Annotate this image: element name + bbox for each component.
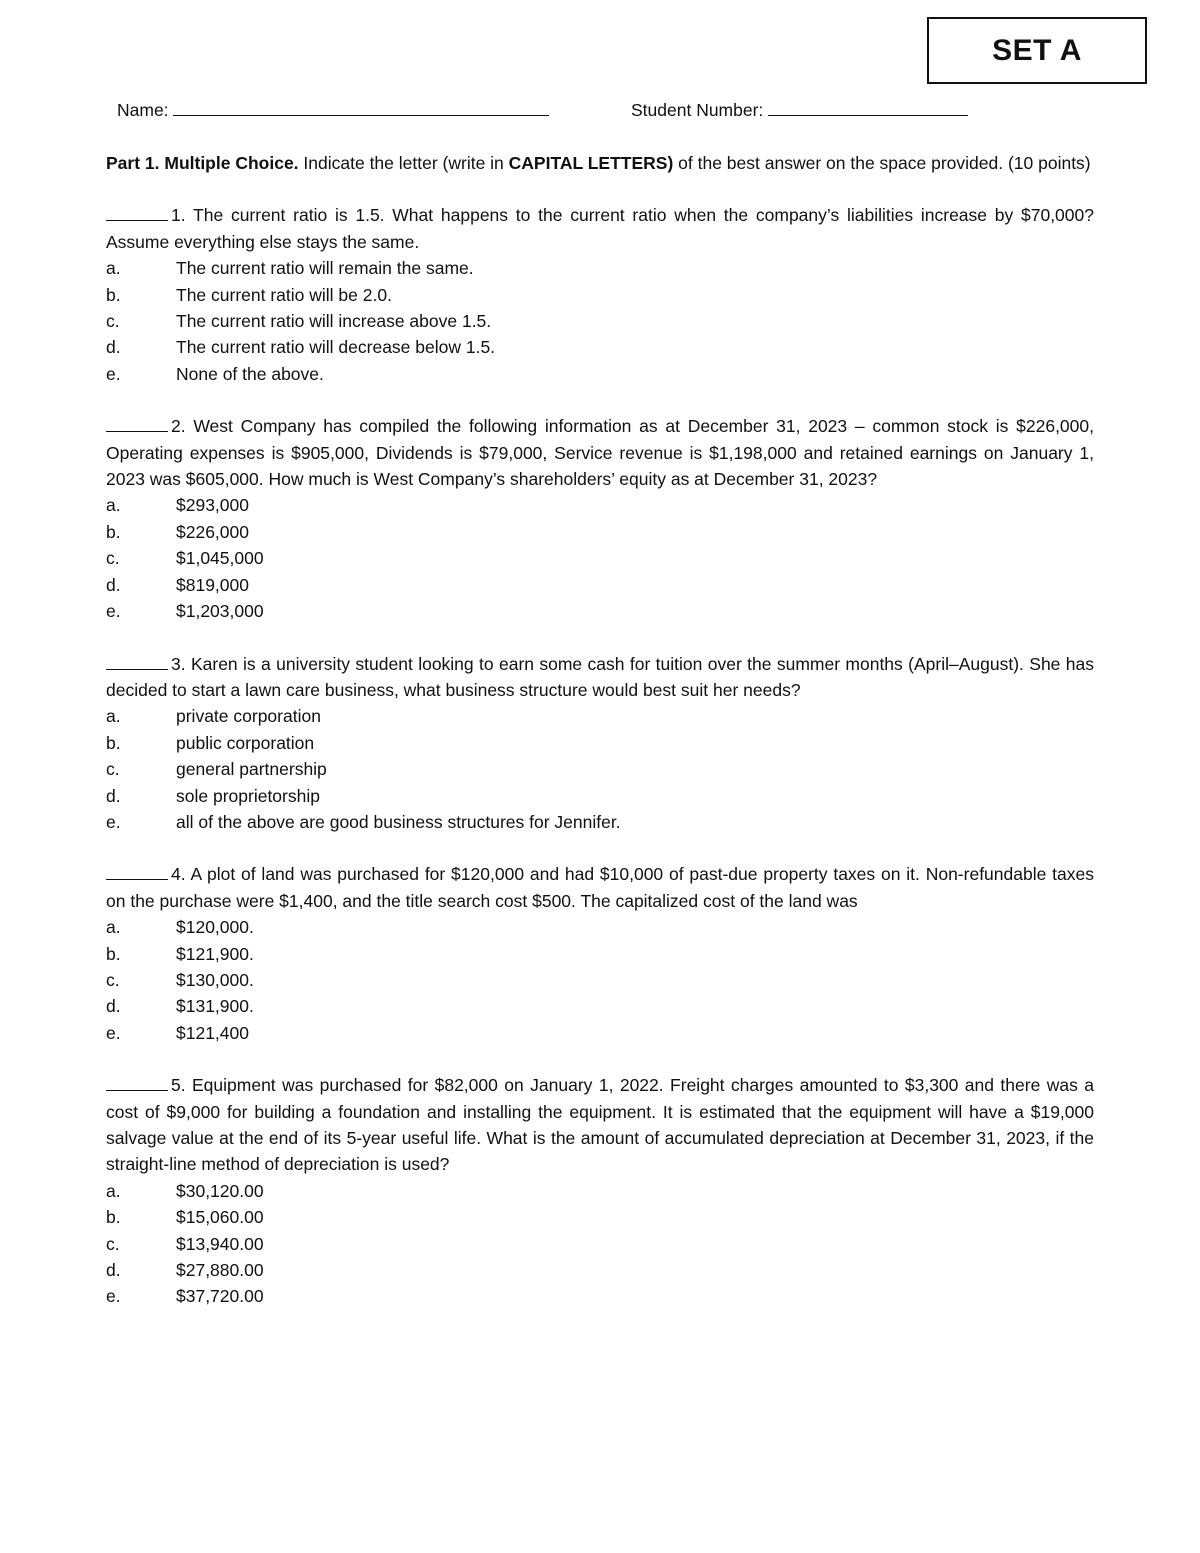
choice-text: The current ratio will decrease below 1.5. bbox=[176, 337, 496, 358]
question-stem bbox=[106, 413, 1094, 492]
choice-item bbox=[106, 809, 1094, 835]
choice-item bbox=[106, 967, 1094, 993]
choice-item bbox=[106, 545, 1094, 571]
instructions bbox=[106, 150, 1094, 176]
choice-letter: a. bbox=[106, 495, 121, 516]
choice-text: $1,203,000 bbox=[176, 601, 264, 622]
choice-letter: c. bbox=[106, 311, 120, 332]
choice-letter: b. bbox=[106, 1207, 121, 1228]
choice-letter: d. bbox=[106, 996, 121, 1017]
choice-item bbox=[106, 519, 1094, 545]
choice-letter: d. bbox=[106, 337, 121, 358]
name-field[interactable] bbox=[117, 97, 549, 121]
choice-letter: b. bbox=[106, 732, 121, 753]
student-number-field[interactable] bbox=[631, 97, 968, 121]
choice-letter: b. bbox=[106, 284, 121, 305]
name-blank[interactable] bbox=[173, 97, 549, 116]
choice-item bbox=[106, 993, 1094, 1019]
choice-item bbox=[106, 914, 1094, 940]
choice-item bbox=[106, 308, 1094, 334]
answer-blank[interactable] bbox=[106, 652, 168, 670]
question-3 bbox=[106, 651, 1094, 836]
choice-letter: e. bbox=[106, 601, 121, 622]
question-text: 3. Karen is a university student looking to earn some cash for tuition over the summer months (April–August). She has decided to start a lawn care business, what business structure would best suit her needs? bbox=[106, 653, 1094, 700]
choice-letter: e. bbox=[106, 811, 121, 832]
instructions-text-before: Indicate the letter (write in bbox=[298, 153, 509, 173]
choice-letter: a. bbox=[106, 917, 121, 938]
choice-item bbox=[106, 282, 1094, 308]
choice-item bbox=[106, 703, 1094, 729]
choice-letter: b. bbox=[106, 521, 121, 542]
choice-text: $121,900. bbox=[176, 943, 254, 964]
question-5 bbox=[106, 1072, 1094, 1310]
instructions-emphasis: CAPITAL LETTERS) bbox=[508, 153, 674, 173]
choice-text: The current ratio will be 2.0. bbox=[176, 284, 392, 305]
question-stem bbox=[106, 651, 1094, 704]
choice-text: The current ratio will increase above 1.5. bbox=[176, 311, 492, 332]
student-info-line bbox=[117, 97, 1017, 123]
question-text: 2. West Company has compiled the following information as at December 31, 2023 – common stock is $226,000, Operating expenses is $905,000, Dividends is $79,000, Service revenue is $1,198,000 and retained earnings on January 1, 2023 was $605,000. How much is West Company’s shareholders’ equity as at December 31, 2023? bbox=[106, 416, 1094, 490]
choice-item bbox=[106, 1231, 1094, 1257]
set-label: SET A bbox=[992, 33, 1082, 67]
choice-letter: e. bbox=[106, 1286, 121, 1307]
set-label-box bbox=[927, 17, 1147, 84]
choice-letter: c. bbox=[106, 548, 120, 569]
choice-letter: d. bbox=[106, 1260, 121, 1281]
question-1 bbox=[106, 202, 1094, 387]
question-list bbox=[106, 202, 1094, 1309]
question-2 bbox=[106, 413, 1094, 624]
choice-letter: a. bbox=[106, 706, 121, 727]
choice-item bbox=[106, 598, 1094, 624]
choice-text: public corporation bbox=[176, 732, 315, 753]
choice-item bbox=[106, 361, 1094, 387]
choice-text: The current ratio will remain the same. bbox=[176, 258, 474, 279]
choice-text: $27,880.00 bbox=[176, 1260, 264, 1281]
name-label: Name: bbox=[117, 100, 169, 120]
question-text: 4. A plot of land was purchased for $120,000 and had $10,000 of past-due property taxes on it. Non-refundable taxes on the purchase were $1,400, and the title search cost $500. The capitalized cost of the land was bbox=[106, 864, 1094, 911]
answer-blank[interactable] bbox=[106, 862, 168, 880]
choice-text: $130,000. bbox=[176, 969, 254, 990]
choice-text: $1,045,000 bbox=[176, 548, 264, 569]
choice-letter: c. bbox=[106, 969, 120, 990]
choice-letter: d. bbox=[106, 785, 121, 806]
choice-item bbox=[106, 1283, 1094, 1309]
choice-letter: c. bbox=[106, 1233, 120, 1254]
choice-text: all of the above are good business structures for Jennifer. bbox=[176, 811, 621, 832]
student-number-label: Student Number: bbox=[631, 100, 764, 120]
choice-text: $30,120.00 bbox=[176, 1180, 264, 1201]
instructions-text-after: of the best answer on the space provided. (10 points) bbox=[673, 153, 1091, 173]
choice-letter: a. bbox=[106, 258, 121, 279]
choice-letter: a. bbox=[106, 1180, 121, 1201]
choice-item bbox=[106, 1178, 1094, 1204]
choice-item bbox=[106, 783, 1094, 809]
choice-text: general partnership bbox=[176, 759, 327, 780]
answer-blank[interactable] bbox=[106, 203, 168, 221]
exam-content bbox=[106, 150, 1094, 1336]
choice-text: None of the above. bbox=[176, 363, 324, 384]
choice-letter: e. bbox=[106, 363, 121, 384]
choice-item bbox=[106, 572, 1094, 598]
choice-item bbox=[106, 255, 1094, 281]
choice-text: sole proprietorship bbox=[176, 785, 320, 806]
part-label: Part 1. Multiple Choice. bbox=[106, 153, 299, 173]
question-stem bbox=[106, 1072, 1094, 1178]
choice-letter: b. bbox=[106, 943, 121, 964]
choice-item bbox=[106, 756, 1094, 782]
choice-item bbox=[106, 941, 1094, 967]
choice-item bbox=[106, 1204, 1094, 1230]
choice-item bbox=[106, 730, 1094, 756]
choice-text: $13,940.00 bbox=[176, 1233, 264, 1254]
question-4 bbox=[106, 861, 1094, 1046]
choice-text: $131,900. bbox=[176, 996, 254, 1017]
question-text: 5. Equipment was purchased for $82,000 on January 1, 2022. Freight charges amounted to $3,300 and there was a cost of $9,000 for building a foundation and installing the equipment. It is estimated that the equipment will have a $19,000 salvage value at the end of its 5-year useful life. What is the amount of accumulated depreciation at December 31, 2023, if the straight-line method of depreciation is used? bbox=[106, 1075, 1094, 1175]
choice-letter: c. bbox=[106, 759, 120, 780]
choice-text: $293,000 bbox=[176, 495, 249, 516]
choice-text: $15,060.00 bbox=[176, 1207, 264, 1228]
answer-blank[interactable] bbox=[106, 414, 168, 432]
choice-item bbox=[106, 1020, 1094, 1046]
choice-text: $121,400 bbox=[176, 1022, 249, 1043]
choice-text: $37,720.00 bbox=[176, 1286, 264, 1307]
choice-text: $120,000. bbox=[176, 917, 254, 938]
choice-item bbox=[106, 334, 1094, 360]
question-stem bbox=[106, 861, 1094, 914]
question-stem bbox=[106, 202, 1094, 255]
choice-item bbox=[106, 1257, 1094, 1283]
choice-item bbox=[106, 492, 1094, 518]
choice-text: private corporation bbox=[176, 706, 321, 727]
choice-letter: e. bbox=[106, 1022, 121, 1043]
question-text: 1. The current ratio is 1.5. What happens to the current ratio when the company’s liabilities increase by $70,000? Assume everything else stays the same. bbox=[106, 205, 1094, 252]
student-number-blank[interactable] bbox=[768, 97, 968, 116]
answer-blank[interactable] bbox=[106, 1073, 168, 1091]
choice-letter: d. bbox=[106, 574, 121, 595]
choice-text: $226,000 bbox=[176, 521, 249, 542]
choice-text: $819,000 bbox=[176, 574, 249, 595]
